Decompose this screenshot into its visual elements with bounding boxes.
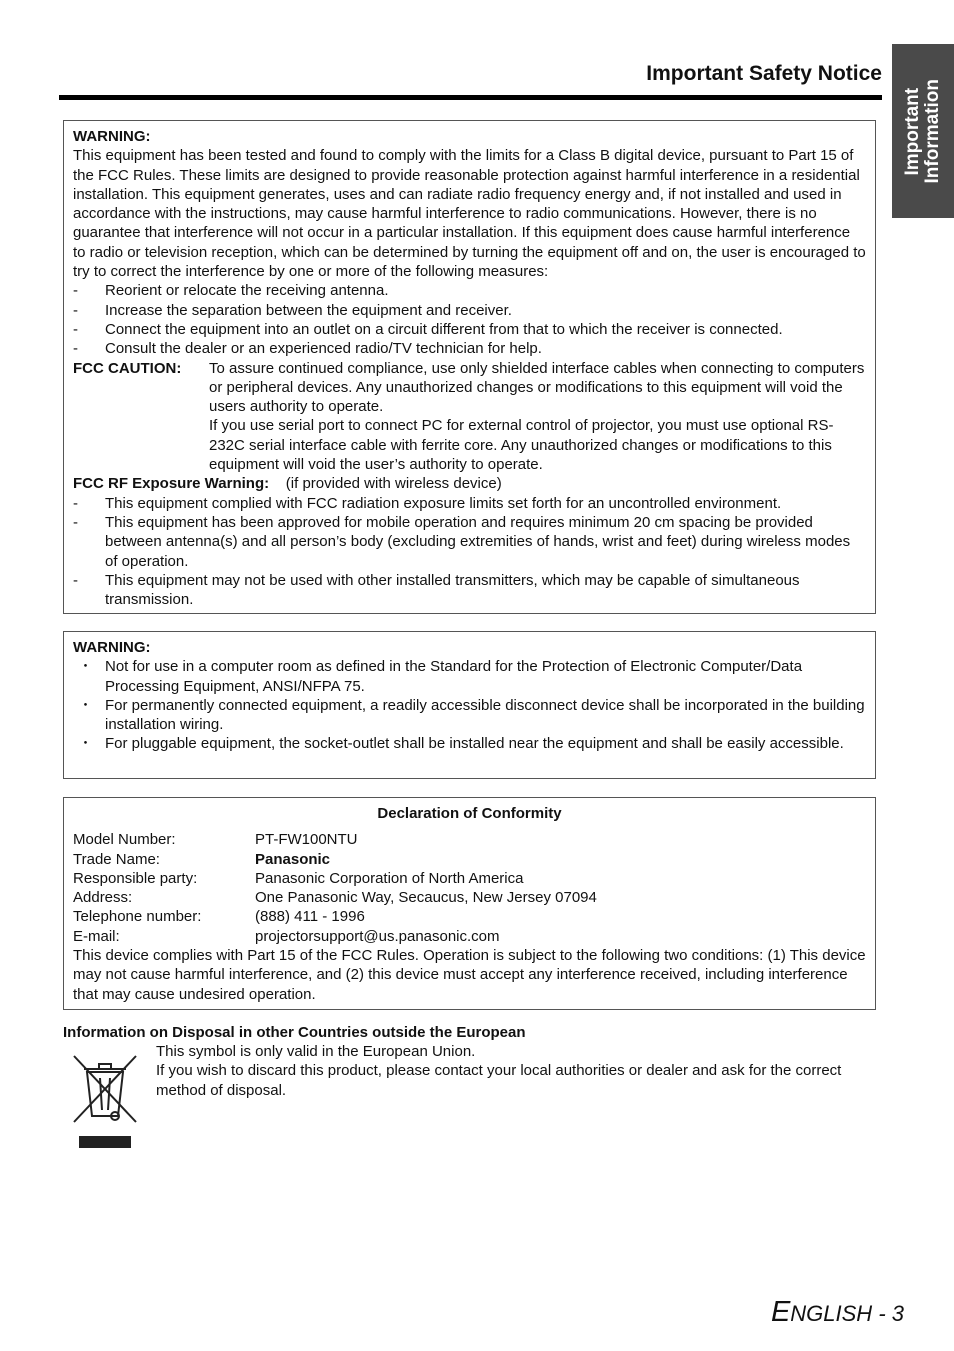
list-item [73, 696, 866, 735]
rf-exposure-heading [73, 474, 866, 493]
conformity-key: Model Number: [73, 831, 176, 849]
conformity-row [73, 888, 866, 907]
list-marker: - [73, 571, 78, 589]
section-tab-line1: Important [902, 87, 923, 175]
conformity-row [73, 927, 866, 946]
list-item-text: This equipment has been approved for mobile operation and requires minimum 20 cm spacing be provided between antenna(s) and all person’s body (excluding extremities of hands, wrist and feet) during wireless modes of operation. [105, 513, 851, 570]
list-item-text: Not for use in a computer room as defined in the Standard for the Protection of Electronic Computer/Data Processing Equipment, ANSI/NFPA 75. [105, 658, 803, 695]
list-item [73, 494, 866, 513]
list-marker: - [73, 320, 78, 338]
conformity-key: Telephone number: [73, 908, 202, 926]
rf-exposure-note: (if provided with wireless device) [285, 475, 502, 493]
disposal-line: This symbol is only valid in the European Union. [156, 1043, 476, 1060]
crossed-out-wheelie-bin-icon [70, 1052, 140, 1150]
section-tab-label [903, 79, 943, 184]
conformity-row [73, 850, 866, 869]
conformity-key: Trade Name: [73, 850, 160, 868]
installation-warning-box [63, 631, 876, 779]
list-item-text: This equipment complied with FCC radiation exposure limits set forth for an uncontrolled environment. [105, 494, 782, 512]
fcc-caution-label: FCC CAUTION: [73, 359, 182, 377]
section-tab-line2: Information [922, 78, 943, 184]
list-item-text: Increase the separation between the equipment and receiver. [105, 301, 512, 319]
conformity-title: Declaration of Conformity [377, 805, 562, 822]
bullet-marker: ・ [78, 658, 94, 676]
conformity-key: E-mail: [73, 927, 120, 945]
list-item [73, 571, 866, 610]
rf-exposure-label: FCC RF Exposure Warning: [73, 475, 270, 493]
conformity-value: One Panasonic Way, Secaucus, New Jersey 07094 [255, 889, 597, 907]
conformity-value: Panasonic [255, 850, 331, 868]
disposal-line: If you wish to discard this product, please contact your local authorities or dealer and ask for the correct method of disposal. [156, 1062, 842, 1099]
bullet-marker: ・ [78, 735, 94, 753]
list-marker: - [73, 513, 78, 531]
warning-heading: WARNING: [73, 128, 151, 145]
conformity-value: (888) 411 - 1996 [255, 908, 365, 926]
list-item [73, 339, 866, 358]
language-rest: NGLISH [790, 1301, 873, 1326]
list-item-text: Consult the dealer or an experienced radio/TV technician for help. [105, 340, 542, 358]
fcc-warning-box [63, 120, 876, 614]
list-item [73, 657, 866, 696]
list-item-text: For pluggable equipment, the socket-outlet shall be installed near the equipment and shall be easily accessible. [105, 735, 844, 753]
list-item [73, 301, 866, 320]
list-marker: - [73, 340, 78, 358]
conformity-row [73, 907, 866, 926]
conformity-row [73, 869, 866, 888]
disposal-title: Information on Disposal in other Countries outside the European [63, 1024, 526, 1041]
fcc-caution-paragraph: If you use serial port to connect PC for external control of projector, you must use optional RS-232C serial interface cable with ferrite core. Any unauthorized changes or modifications to this equipment will void the user’s authority to operate. [209, 417, 834, 474]
fcc-intro-text: This equipment has been tested and found to comply with the limits for a Class B digital device, pursuant to Part 15 of the FCC Rules. These limits are designed to provide reasonable protection against harmful interference in a residential installation. This equipment generates, uses and can radiate radio frequency energy and, if not installed and used in accordance with the instructions, may cause harmful interference to radio communications. However, there is no guarantee that interference will not occur in a particular installation. If this equipment does cause harmful interference to radio or television reception, which can be determined by turning the equipment off and on, the user is encouraged to try to correct the interference by one or more of the following measures: [73, 147, 866, 281]
disposal-text [156, 1042, 880, 1100]
list-item [73, 320, 866, 339]
list-marker: - [73, 494, 78, 512]
conformity-key: Responsible party: [73, 869, 198, 887]
list-item [73, 734, 866, 753]
list-marker: - [73, 282, 78, 300]
language-initial: E [770, 1296, 791, 1328]
fcc-caution [73, 359, 866, 475]
fcc-caution-paragraph: To assure continued compliance, use only shielded interface cables when connecting to computers or peripheral devices. Any unauthorized changes or modifications to this equipment will void the users authority to operate. [209, 359, 865, 416]
list-item-text: This equipment may not be used with other installed transmitters, which may be capable of simultaneous transmission. [105, 571, 800, 609]
list-marker: - [73, 301, 78, 319]
conformity-statement: This device complies with Part 15 of the FCC Rules. Operation is subject to the following two conditions: (1) This device may not cause harmful interference, and (2) this device must accept any interference received, including interference that may cause undesired operation. [73, 947, 866, 1003]
warning-heading: WARNING: [73, 639, 151, 656]
list-item-text: Connect the equipment into an outlet on a circuit different from that to which the receiver is connected. [105, 320, 783, 338]
conformity-value: projectorsupport@us.panasonic.com [255, 927, 500, 945]
conformity-value: Panasonic Corporation of North America [255, 869, 524, 887]
bullet-marker: ・ [78, 696, 94, 714]
declaration-of-conformity-box [63, 797, 876, 1010]
list-item-text: For permanently connected equipment, a readily accessible disconnect device shall be incorporated in the building installation wiring. [105, 696, 865, 734]
section-tab-important-information[interactable] [892, 44, 954, 218]
list-item-text: Reorient or relocate the receiving antenna. [105, 282, 389, 300]
conformity-row [73, 830, 866, 849]
list-item [73, 281, 866, 300]
header-rule [59, 95, 882, 100]
page-title: Important Safety Notice [646, 62, 882, 85]
list-item [73, 513, 866, 571]
page-number [771, 1296, 904, 1329]
conformity-value: PT-FW100NTU [255, 831, 358, 849]
page-number-value: - 3 [872, 1301, 904, 1326]
conformity-key: Address: [73, 889, 133, 907]
